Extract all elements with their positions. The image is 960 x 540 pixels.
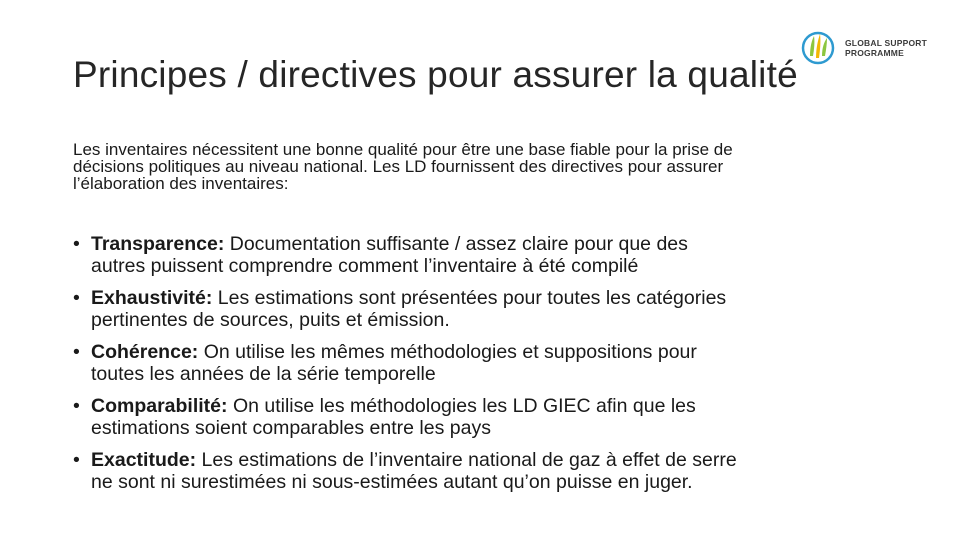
list-item-exhaustivite: [73, 287, 883, 331]
logo-line-1: GLOBAL SUPPORT: [845, 38, 927, 48]
item-text: On utilise les mêmes méthodologies et suppositions pour: [198, 341, 697, 363]
list-item-coherence: [73, 341, 883, 385]
item-text: Les estimations sont présentées pour toutes les catégories: [212, 287, 727, 309]
item-text-continued: toutes les années de la série temporelle: [91, 363, 436, 385]
item-text-continued: autres puissent comprendre comment l’inventaire à été compilé: [91, 255, 639, 277]
list-item-transparence: [73, 233, 883, 277]
list-item-comparabilite: [73, 395, 883, 439]
intro-line: décisions politiques au niveau national. Les LD fournissent des directives pour assurer: [73, 157, 724, 176]
slide-title: Principes / directives pour assurer la qualité: [73, 54, 798, 95]
bullet-icon: •: [73, 395, 80, 417]
term-label: Cohérence:: [91, 341, 199, 363]
item-text: On utilise les méthodologies les LD GIEC afin que les: [227, 395, 696, 417]
bullet-icon: •: [73, 233, 80, 255]
logo-line-2: PROGRAMME: [845, 48, 904, 58]
bullet-icon: •: [73, 341, 80, 363]
list-item-exactitude: [73, 449, 883, 493]
item-text-continued: pertinentes de sources, puits et émission.: [91, 309, 450, 331]
logo-text: [845, 38, 927, 58]
item-text: Les estimations de l’inventaire national de gaz à effet de serre: [196, 449, 737, 471]
term-label: Exactitude:: [91, 449, 197, 471]
intro-line: Les inventaires nécessitent une bonne qualité pour être une base fiable pour la prise de: [73, 140, 733, 159]
item-text: Documentation suffisante / assez claire pour que des: [224, 233, 688, 255]
bullet-icon: •: [73, 449, 80, 471]
term-label: Exhaustivité:: [91, 287, 213, 309]
intro-paragraph: [73, 141, 873, 192]
term-label: Comparabilité:: [91, 395, 228, 417]
quality-principles-list: [73, 233, 883, 503]
bullet-icon: •: [73, 287, 80, 309]
item-text-continued: estimations soient comparables entre les pays: [91, 417, 491, 439]
intro-line: l’élaboration des inventaires:: [73, 174, 289, 193]
item-text-continued: ne sont ni surestimées ni sous-estimées autant qu’on puisse en juger.: [91, 471, 693, 493]
term-label: Transparence:: [91, 233, 225, 255]
